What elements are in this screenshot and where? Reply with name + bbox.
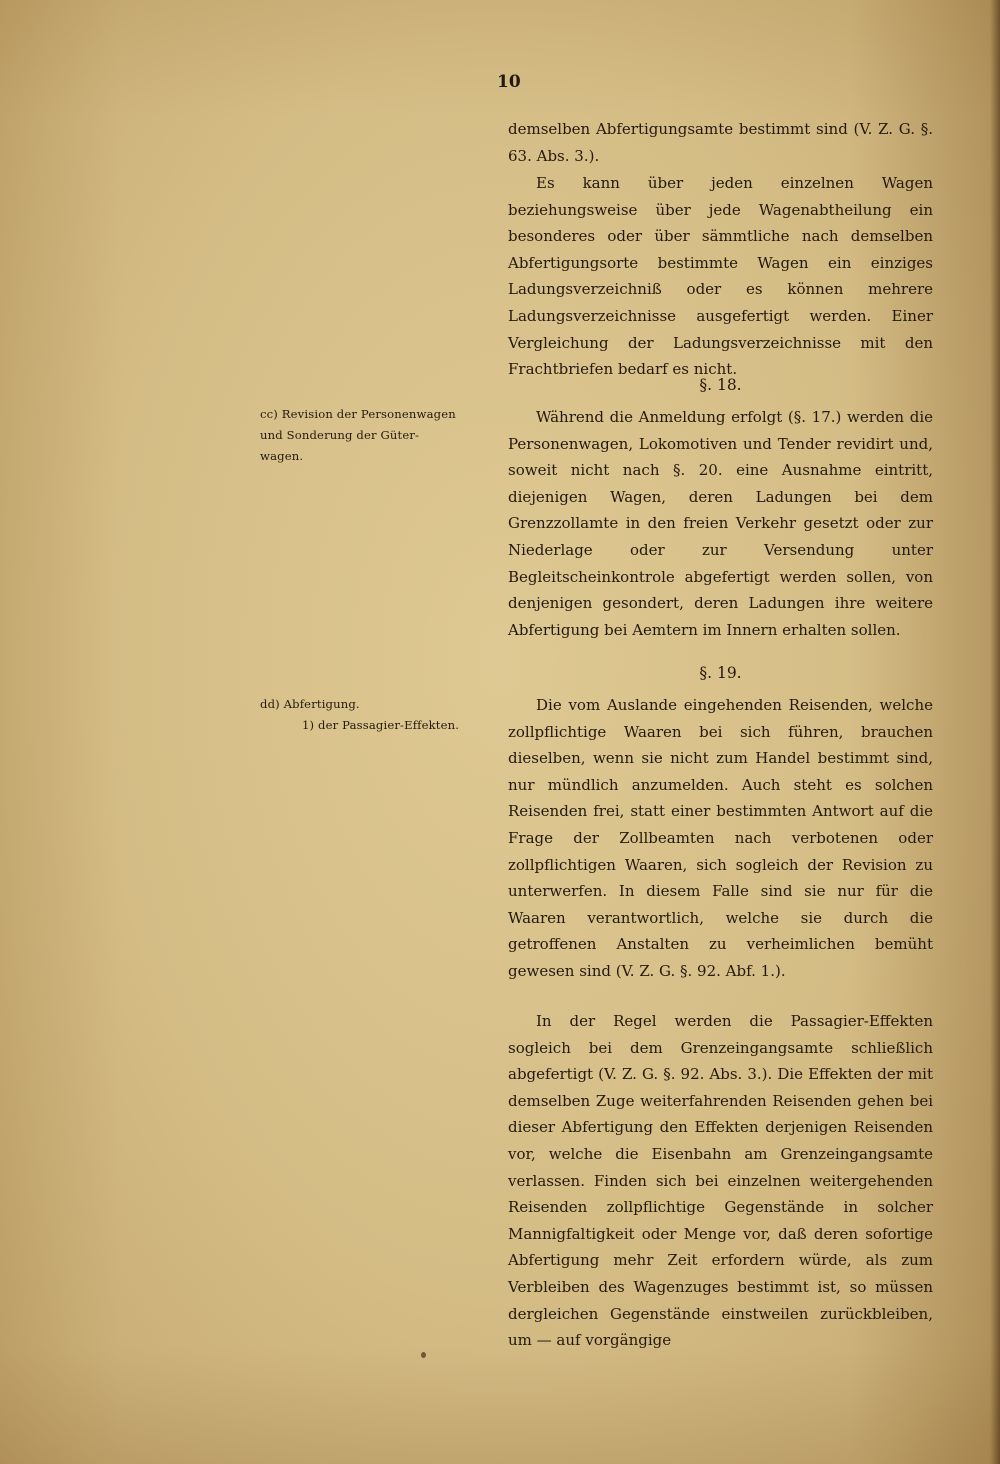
- margin-note-line: dd) Abfertigung.: [260, 697, 360, 711]
- margin-note-line: cc) Revision der Personenwagen: [260, 407, 456, 421]
- section-heading-19: §. 19.: [699, 664, 742, 682]
- page-number: 10: [497, 72, 521, 92]
- margin-note-cc: [260, 404, 490, 467]
- margin-note-line: wagen.: [260, 449, 304, 463]
- paragraph-revision: Während die Anmeldung erfolgt (§. 17.) werden die Personenwagen, Lokomotiven und Tender revidirt und, soweit nicht nach §. 20. eine Ausnahme eintritt, diejenigen Wagen, deren Ladungen bei dem Grenzzollamte in den freien Verkehr gesetzt oder zur Niederlage oder zur Versendung unter Begleitscheinkontrole abgefertigt werden sollen, von denjenigen gesondert, deren Ladungen ihre weitere Abfertigung bei Aemtern im Innern erhalten sollen.: [508, 408, 933, 639]
- ink-speck: [421, 1352, 426, 1358]
- paragraph-reisende: Die vom Auslande eingehenden Reisenden, welche zollpflichtige Waaren bei sich führen, brauchen dieselben, wenn sie nicht zum Handel bestimmt sind, nur mündlich anzumelden. Auch steht es solchen Reisenden frei, statt einer bestimmten Antwort auf die Frage der Zollbeamten nach verbotenen oder zollpflichtigen Waaren, sich sogleich der Revision zu unterwerfen. In diesem Falle sind sie nur für die Waaren verantwortlich, welche sie durch die getroffenen Anstalten zu verheimlichen bemüht gewesen sind (V. Z. G. §. 92. Abf. 1.).: [508, 696, 933, 980]
- page-edge-shadow: [990, 0, 1000, 1464]
- margin-note-line: und Sonderung der Güter-: [260, 428, 420, 442]
- paragraph-ladungsverzeichnis: Es kann über jeden einzelnen Wagen beziehungsweise über jede Wagenabtheilung ein besonderes oder über sämmtliche nach demselben Abfertigungsorte bestimmte Wagen ein einziges Ladungsverzeichniß oder es können mehrere Ladungsverzeichnisse ausgefertigt werden. Einer Vergleichung der Ladungsverzeichnisse mit den Frachtbriefen bedarf es nicht.: [508, 174, 933, 379]
- section-heading-18: §. 18.: [699, 376, 742, 394]
- margin-note-line: 1) der Passagier-Effekten.: [302, 718, 460, 732]
- paragraph-continuation: demselben Abfertigungsamte bestimmt sind (V. Z. G. §. 63. Abs. 3.).: [508, 120, 933, 165]
- paragraph-passagier-effekten: In der Regel werden die Passagier-Effekten sogleich bei dem Grenzeingangsamte schließlich abgefertigt (V. Z. G. §. 92. Abs. 3.). Die Effekten der mit demselben Zuge weiterfahrenden Reisenden gehen bei dieser Abfertigung den Effekten derjenigen Reisenden vor, welche die Eisenbahn am Grenzeingangsamte verlassen. Finden sich bei einzelnen weitergehenden Reisenden zollpflichtige Gegenstände in solcher Mannigfaltigkeit oder Menge vor, daß deren sofortige Abfertigung mehr Zeit erfordern würde, als zum Verbleiben des Wagenzuges bestimmt ist, so müssen dergleichen Gegenstände einstweilen zurückbleiben, um — auf vorgängige: [508, 1012, 933, 1350]
- margin-note-dd: [260, 694, 490, 736]
